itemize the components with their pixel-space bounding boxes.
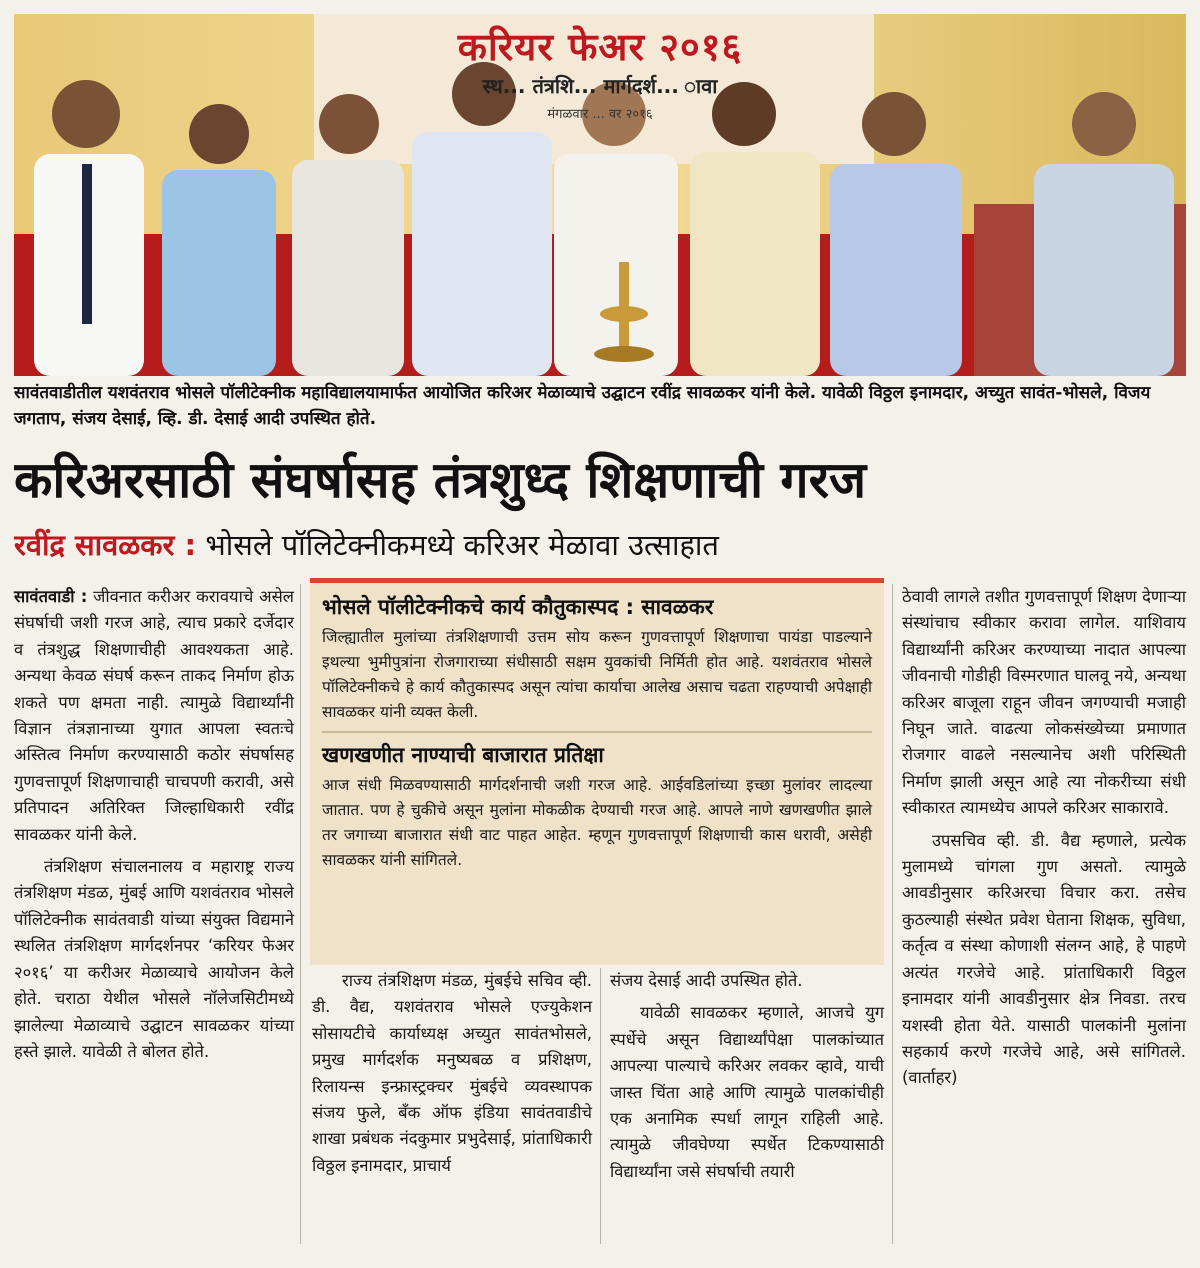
col1-para-1: जीवनात करीअर करावयाचे असेल संघर्षाची जशी गरज आहे, त्याच प्रकारे दर्जेदार व तंत्रशुद्ध शिक्षणाचीही आवश्यकता आहे. अन्यथा केवळ संघर्ष करून ताकद निर्माण होऊ शकते पण क्षमता नाही. त्यामुळे विद्यार्थ्यांनी विज्ञान तंत्रज्ञानाच्या युगात आपला स्वतःचे अस्तित्व निर्माण करण्यासाठी कठोर संघर्षासह गुणवत्तापूर्ण शिक्षणाचाही चाचपणी करावी, असे प्रतिपादन अतिरिक्त जिल्हाधिकारी रवींद्र सावळकर यांनी केले. [14, 587, 294, 844]
subhead-text: भोसले पॉलिटेक्नीकमध्ये करिअर मेळावा उत्साहात [196, 528, 719, 562]
col4-para-2: उपसचिव व्ही. डी. वैद्य म्हणाले, प्रत्येक मुलामध्ये चांगला गुण असतो. त्यामुळे आवडीनुसार करिअरचा विचार करा. तसेच कुठल्याही संस्थेत प्रवेश घेताना शिक्षक, सुविधा, कर्तृत्व व संस्था कोणाशी संलग्न आहे, हे पाहणे अत्यंत गरजेचे आहे. प्रांताधिकारी विठ्ठल इनामदार यांनी आवडीनुसार क्षेत्र निवडा. तरच यशस्वी होता येते. यासाठी पालकांनी मुलांना सहकार्य करणे गरजेचे आहे, असे सांगितले. (वार्ताहर) [902, 830, 1186, 1088]
box-text-1: जिल्ह्यातील मुलांच्या तंत्रशिक्षणाची उत्तम सोय करून गुणवत्तापूर्ण शिक्षणाचा पायंडा पाडल्याने इथल्या भुमीपुत्रांना रोजगाराच्या संधीसाठी सक्षम युवकांची निर्मिती होत आहे. यशवंतराव भोसले पॉलिटेक्नीकचे हे कार्य कौतुकास्पद असून त्यांचा कार्याचा आलेख असाच चढता राहण्याची अपेक्षाही सावळकर यांनी व्यक्त केली. [322, 628, 872, 721]
highlight-box [310, 578, 884, 965]
banner-date: मंगळवार ... वर २०१६ [547, 107, 653, 122]
column-divider [600, 968, 601, 1244]
box-text-2: आज संधी मिळवण्यासाठी मार्गदर्शनाची जशी गरज आहे. आईवडिलांच्या इच्छा मुलांवर लादल्या जातात. पण हे चुकीचे असून मुलांना मोकळीक देण्याची गरज आहे. आपले नाणे खणखणीत झाले तर जगाच्या बाजारात संधी वाट पाहत आहेत. म्हणून गुणवत्तापूर्ण शिक्षणाची कास धरावी, असेही सावळकर यांनी सांगितले. [322, 776, 872, 869]
article-column-2 [312, 968, 592, 1185]
photo-caption: सावंतवाडीतील यशवंतराव भोसले पॉलीटेक्नीक महाविद्यालयामार्फत आयोजित करिअर मेळाव्याचे उद्घाटन रवींद्र सावळकर यांनी केले. यावेळी विठ्ठल इनामदार, अच्युत सावंत-भोसले, विजय जगताप, संजय देसाई, व्हि. डी. देसाई आदी उपस्थित होते. [14, 383, 1151, 429]
column-divider [300, 584, 301, 1244]
column-divider [892, 584, 893, 1244]
banner-title: करियर फेअर २०१६ [457, 25, 743, 69]
col4-para-1: ठेवावी लागले तशीत गुणवत्तापूर्ण शिक्षण देणाऱ्या संस्थांचाच स्वीकार करावा लागेल. याशिवाय विद्यार्थ्यांनी करिअर करण्याच्या नादात आपल्या जीवनाची गोडीही विस्मरणात घालवू नये, अन्यथा करिअर बाजूला राहून जीवन जगण्याची मजाही निघून जाते. वाढत्या लोकसंख्येच्या प्रमाणात रोजगार वाढले नसल्यानेच अशी परिस्थिती निर्माण झाली असून आहे त्या नोकरीच्या संधी स्वीकारत त्यामध्येच आपले करिअर साकारावे. [902, 587, 1186, 818]
col2-para-1: राज्य तंत्रशिक्षण मंडळ, मुंबईचे सचिव व्ही. डी. वैद्य, यशवंतराव भोसले एज्युकेशन सोसायटीचे कार्याध्यक्ष अच्युत सावंतभोसले, प्रमुख मार्गदर्शक मनुष्यबळ व प्रशिक्षण, रिलायन्स इन्फ्रास्ट्रक्चर मुंबईचे व्यवस्थापक संजय फुले, बँक ऑफ इंडिया सावंतवाडीचे शाखा प्रबंधक नंदकुमार प्रभुदेसाई, प्रांताधिकारी विठ्ठल इनामदार, प्राचार्य [312, 971, 592, 1175]
box-heading-2: खणखणीत नाण्याची बाजारात प्रतिक्षा [322, 743, 604, 767]
subhead-name: रवींद्र सावळकर : [14, 528, 197, 562]
dateline: सावंतवाडी : [14, 587, 88, 606]
subheadline [14, 524, 1186, 566]
col3-para-1: संजय देसाई आदी उपस्थित होते. [610, 971, 803, 990]
headline: करिअरसाठी संघर्षासह तंत्रशुध्द शिक्षणाची गरज [14, 451, 867, 509]
col1-para-2: तंत्रशिक्षण संचालनालय व महाराष्ट्र राज्य तंत्रशिक्षण मंडळ, मुंबई आणि यशवंतराव भोसले पॉलिटेक्नीक सावंतवाडी यांच्या संयुक्त विद्यमाने स्थलित तंत्रशिक्षण मार्गदर्शनपर ‘करियर फेअर २०१६’ या करीअर मेळाव्याचे आयोजन केले होते. चराठा येथील भोसले नॉलेजसिटीमध्ये झालेल्या मेळाव्याचे उद्घाटन सावळकर यांच्या हस्ते झाले. यावेळी ते बोलत होते. [14, 857, 294, 1061]
banner-subtitle: स्थ... तंत्रशि... मार्गदर्श... ावा [482, 74, 718, 98]
box-heading-1: भोसले पॉलीटेक्नीकचे कार्य कौतुकास्पद : सावळकर [322, 595, 714, 619]
event-photo [14, 14, 1186, 376]
article-column-1 [14, 584, 294, 1071]
article-column-3 [610, 968, 884, 1191]
article-column-4 [902, 584, 1186, 1098]
col3-para-2: यावेळी सावळकर म्हणाले, आजचे युग स्पर्धेचे असून विद्यार्थ्यांपेक्षा पालकांच्यात आपल्या पाल्याचे करिअर लवकर व्हावे, याची जास्त चिंता आहे आणि त्यामुळे पालकांचीही एक अनामिक स्पर्धा लागून राहिली आहे. त्यामुळे जीवघेण्या स्पर्धेत टिकण्यासाठी विद्यार्थ्यांना जसे संघर्षाची तयारी [610, 1003, 884, 1181]
